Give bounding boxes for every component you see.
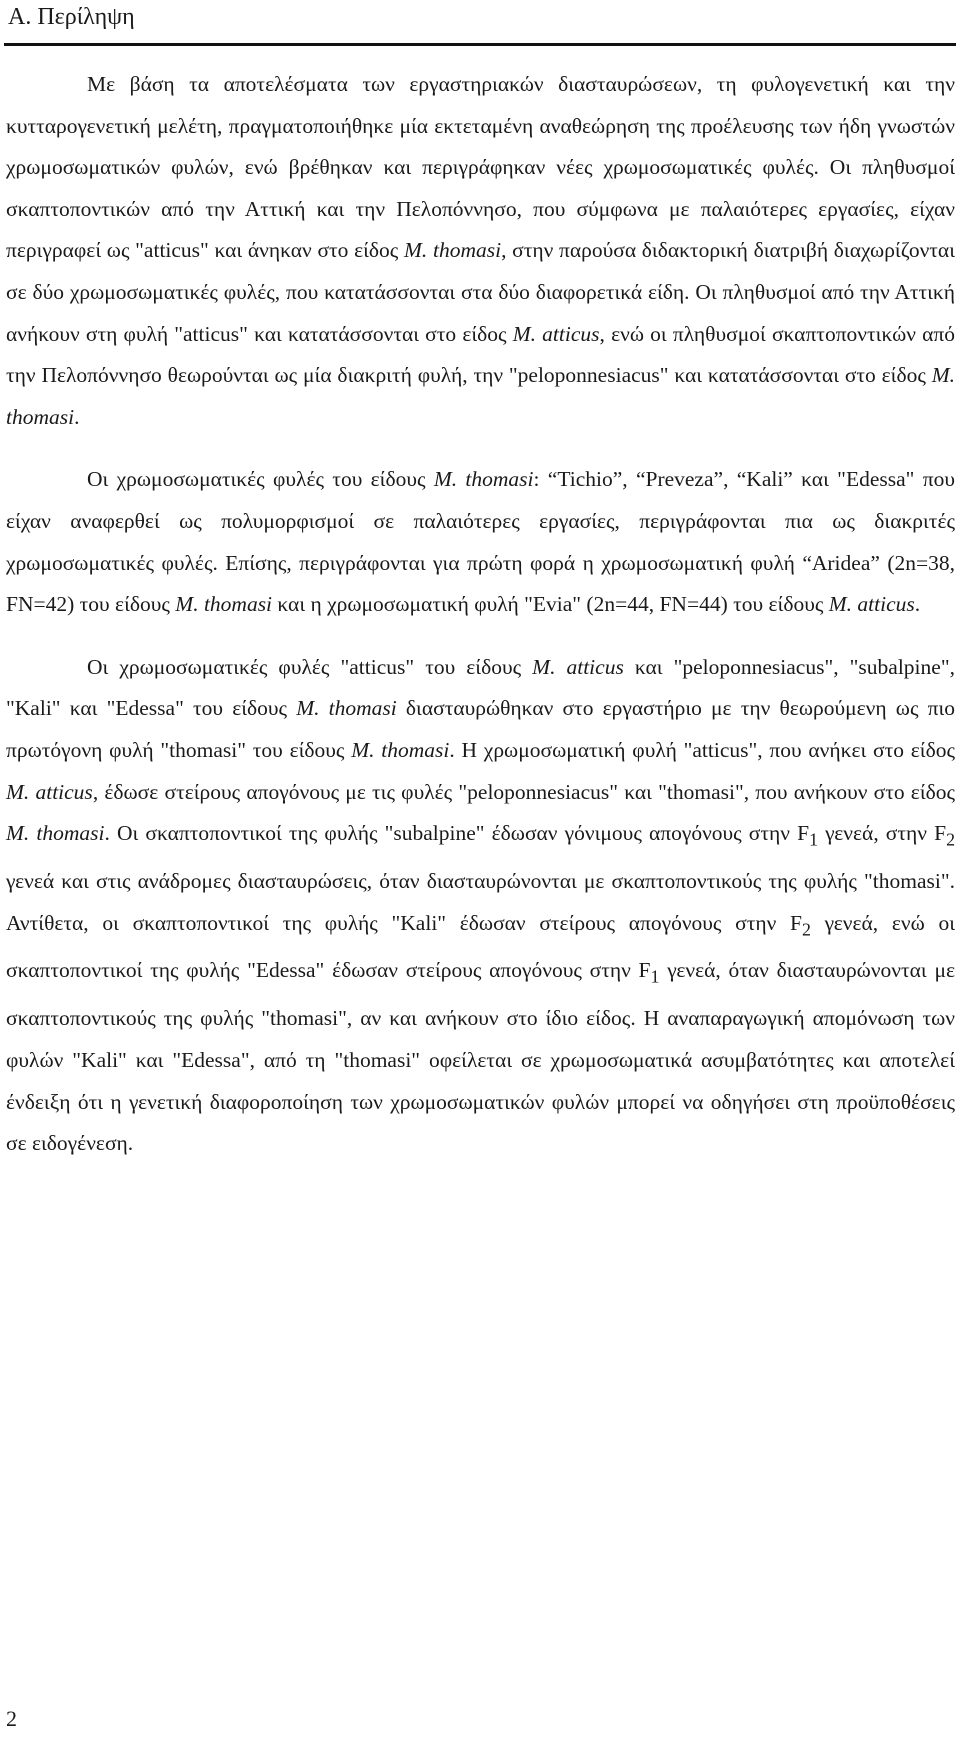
text-run: . Η χρωμοσωματική φυλή "atticus", που ανήκει στο είδος [449, 737, 955, 762]
text-run: γενεά, στην F [818, 821, 947, 846]
species-name: M. atticus [532, 654, 624, 679]
text-run: , έδωσε στείρους απογόνους με τις φυλές "peloponnesiacus" και "thomasi", που ανήκουν στο είδος [92, 779, 955, 804]
text-run: διασταυρώθηκαν στο εργαστήριο με την θεωρούμενη ως πιο πρωτόγονη φυλή "thomasi" του είδους [6, 696, 956, 762]
text-run: γενεά και στις ανάδρομες διασταυρώσεις, όταν διασταυρώνονται με σκαπτοποντικούς της φυλής "thomasi". Αντίθετα, οι σκαπτοποντικοί της φυλής "Kali" έδωσαν στείρους απογόνους στην F [6, 868, 955, 935]
paragraph-1 [6, 64, 955, 438]
text-run: , στην παρούσα διδακτορική διατριβή διαχωρίζονται σε δύο χρωμοσωματικές φυλές, που κατατάσσονται στα δύο διαφορετικά είδη. Οι πληθυσμοί από την Αττική ανήκουν στη φυλή "atticus" και κατατάσσονται στο είδος [6, 238, 955, 346]
page-number: 2 [6, 1706, 17, 1731]
generation-subscript: 2 [801, 918, 811, 939]
text-run: , ενώ οι πληθυσμοί σκαπτοποντικών από την Πελοπόννησο θεωρούνται ως μία διακριτή φυλή, την "peloponnesiacus" και κατατάσσονται στο είδος [6, 321, 956, 388]
species-name: M. thomasi [6, 363, 955, 429]
text-run: γενεά, ενώ οι σκαπτοποντικοί της φυλής "Edessa" έδωσαν στείρους απογόνους στην F [6, 910, 955, 983]
species-name: M. atticus [828, 592, 915, 617]
species-name: M. thomasi [433, 467, 534, 492]
text-run: . Οι σκαπτοποντικοί της φυλής "subalpine" έδωσαν γόνιμους απογόνους στην F [104, 821, 810, 846]
generation-subscript: 2 [946, 829, 956, 850]
generation-subscript: 1 [650, 966, 660, 987]
section-title: A. Περίληψη [8, 4, 135, 30]
species-name: M. atticus [6, 779, 93, 804]
text-run: γενεά, όταν διασταυρώνονται με σκαπτοποντικούς της φυλής "thomasi", αν και ανήκουν στο ίδιο είδος. Η αναπαραγωγική απομόνωση των φυλών "Kali" και "Edessa", από τη "thomasi" οφείλεται σε χρωμοσωματικά ασυμβατότητες και αποτελεί ένδειξη ότι η γενετική διαφοροποίηση των χρωμοσωματικών φυλών μπορεί να οδηγήσει στη προϋποθέσεις σε ειδογένεση. [6, 958, 956, 1156]
section-header [4, 0, 956, 46]
text-run: και η χρωμοσωματική φυλή "Evia" (2n=44, FN=44) του είδους [272, 592, 829, 617]
text-run: και "peloponnesiacus", "subalpine", "Kali" και "Edessa" του είδους [6, 654, 955, 721]
text-run: Οι χρωμοσωματικές φυλές "atticus" του είδους [87, 654, 533, 679]
text-run: . [74, 404, 80, 429]
text-run: : “Tichio”, “Preveza”, “Kali” και "Edessa" που είχαν αναφερθεί ως πολυμορφισμοί σε παλαιότερες εργασίες, περιγράφονται πια ως διακριτές χρωμοσωματικές φυλές. Επίσης, περιγράφονται για πρώτη φορά η χρωμοσωματική φυλή “Aridea” (2n=38, FN=42) του είδους [6, 467, 955, 617]
abstract-body [6, 64, 955, 1165]
species-name: M. thomasi [175, 592, 273, 617]
species-name: M. thomasi [6, 821, 105, 846]
text-run: . [914, 592, 921, 617]
paragraph-3 [6, 647, 955, 1165]
text-run: Οι χρωμοσωματικές φυλές του είδους [87, 467, 434, 492]
species-name: M. thomasi [351, 737, 450, 762]
species-name: M. thomasi [404, 238, 502, 263]
paragraph-2 [6, 459, 955, 625]
species-name: M. atticus [512, 321, 600, 346]
generation-subscript: 1 [809, 829, 819, 850]
text-run: Με βάση τα αποτελέσματα των εργαστηριακών διασταυρώσεων, τη φυλογενετική και την κυτταρογενετική μελέτη, πραγματοποιήθηκε μία εκτεταμένη αναθεώρηση της προέλευσης των ήδη γνωστών χρωμοσωματικών φυλών, ενώ βρέθηκαν και περιγράφηκαν νέες χρωμοσωματικές φυλές. Οι πληθυσμοί σκαπτοποντικών από την Αττική και την Πελοπόννησο, που σύμφωνα με παλαιότερες εργασίες, είχαν περιγραφεί ως "atticus" και άνηκαν στο είδος [6, 72, 955, 263]
species-name: M. thomasi [296, 696, 397, 721]
